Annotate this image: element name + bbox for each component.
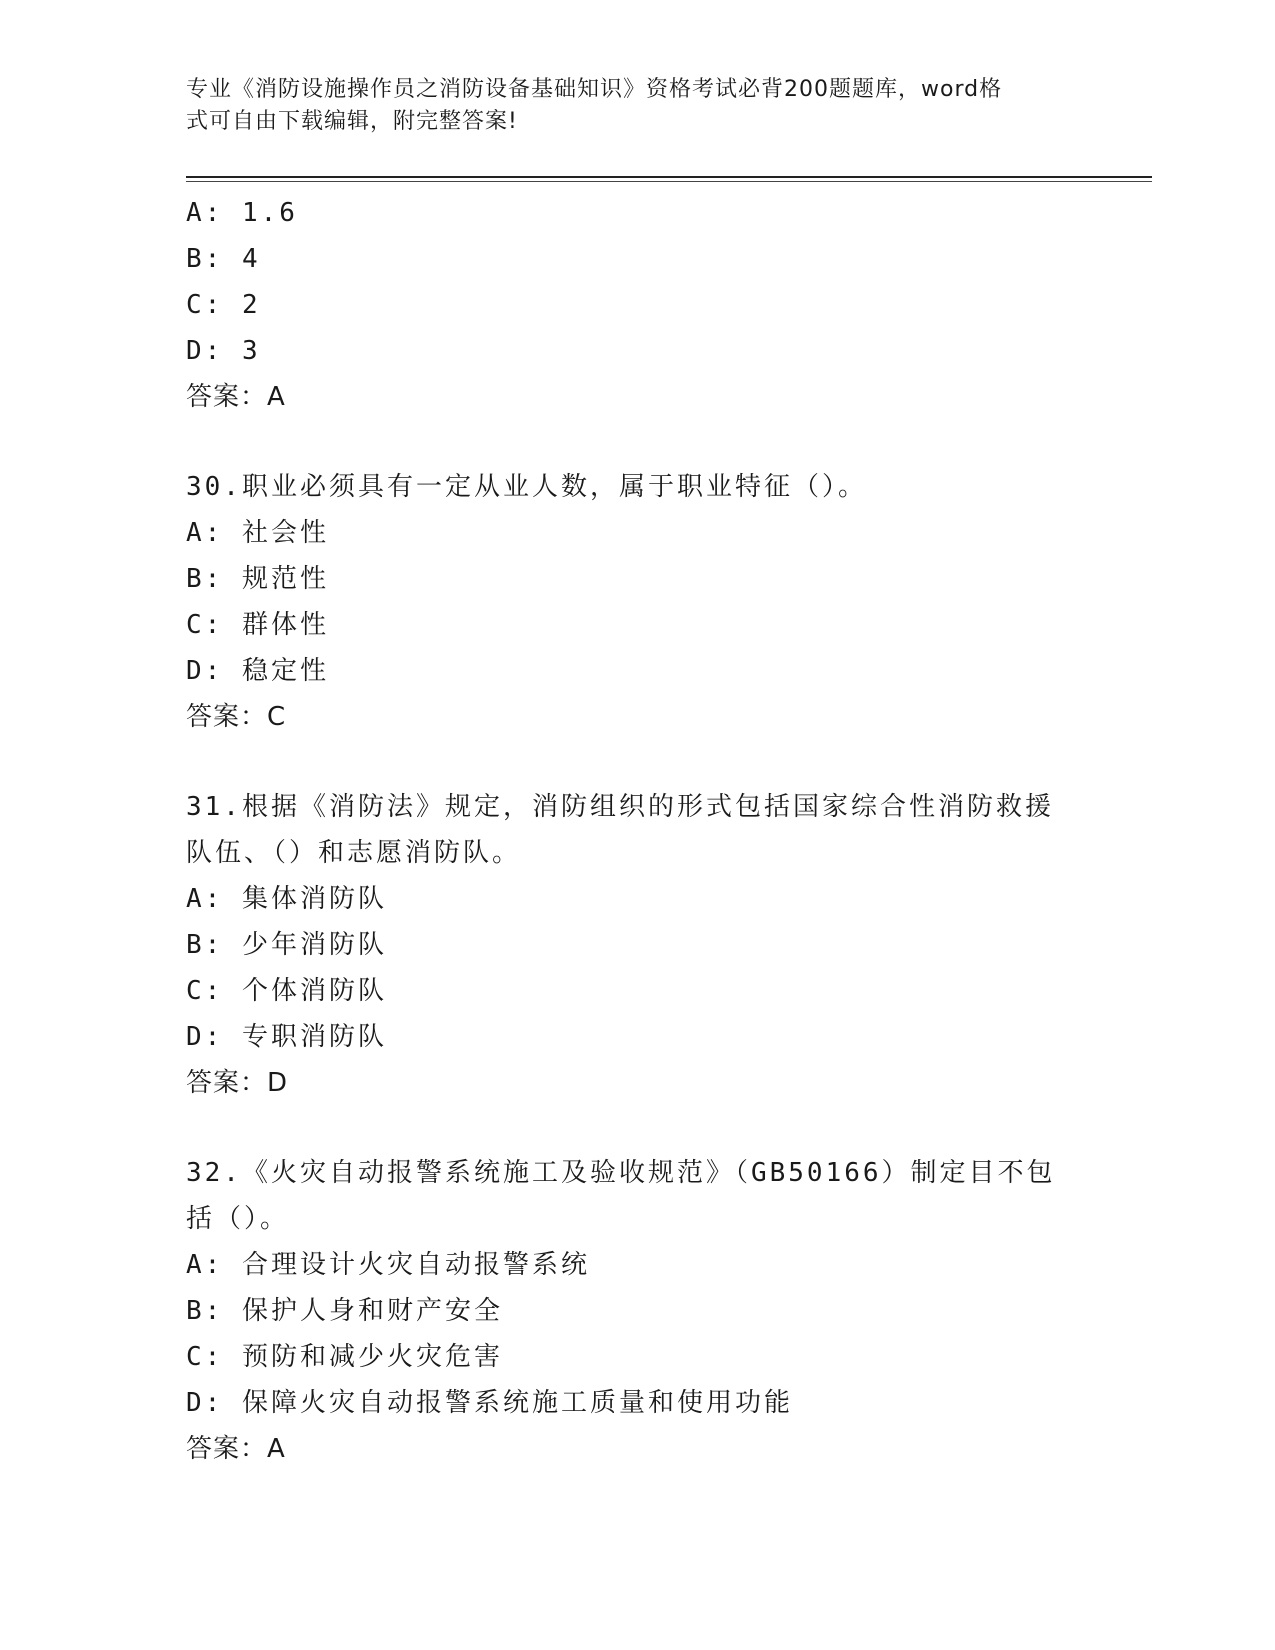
option-c: C: 个体消防队 [186, 976, 387, 1006]
option-b: B: 4 [186, 244, 261, 274]
header-line-1: 专业《消防设施操作员之消防设备基础知识》资格考试必背200题题库，word格 [186, 77, 1003, 102]
answer-text: 答案：C [186, 702, 287, 732]
question-block-29 [186, 190, 1086, 420]
answer-text: 答案：A [186, 382, 286, 412]
question-block-31 [186, 784, 1086, 1106]
option-d: D: 3 [186, 336, 261, 366]
option-a: A: 1.6 [186, 198, 298, 228]
option-c: C: 预防和减少火灾危害 [186, 1342, 503, 1372]
option-b: B: 保护人身和财产安全 [186, 1296, 503, 1326]
question-block-32 [186, 1150, 1086, 1472]
option-c: C: 群体性 [186, 610, 329, 640]
question-block-30 [186, 464, 1086, 740]
header-divider-thin [186, 181, 1152, 182]
option-b: B: 规范性 [186, 564, 329, 594]
option-d: D: 专职消防队 [186, 1022, 387, 1052]
header-divider-thick [186, 176, 1152, 178]
answer-text: 答案：A [186, 1434, 286, 1464]
option-d: D: 保障火灾自动报警系统施工质量和使用功能 [186, 1388, 793, 1418]
option-c: C: 2 [186, 290, 261, 320]
option-a: A: 社会性 [186, 518, 329, 548]
option-a: A: 合理设计火灾自动报警系统 [186, 1250, 590, 1280]
header-line-2: 式可自由下载编辑，附完整答案! [186, 109, 518, 134]
question-list [186, 190, 1086, 1472]
option-b: B: 少年消防队 [186, 930, 387, 960]
document-header [186, 74, 1066, 138]
question-text: 32.《火灾自动报警系统施工及验收规范》（GB50166）制定目不包括（）。 [186, 1158, 1056, 1234]
option-d: D: 稳定性 [186, 656, 329, 686]
option-a: A: 集体消防队 [186, 884, 387, 914]
answer-text: 答案：D [186, 1068, 289, 1098]
question-text: 30.职业必须具有一定从业人数，属于职业特征（）。 [186, 472, 867, 502]
question-text: 31.根据《消防法》规定，消防组织的形式包括国家综合性消防救援队伍、（）和志愿消防队。 [186, 792, 1054, 868]
